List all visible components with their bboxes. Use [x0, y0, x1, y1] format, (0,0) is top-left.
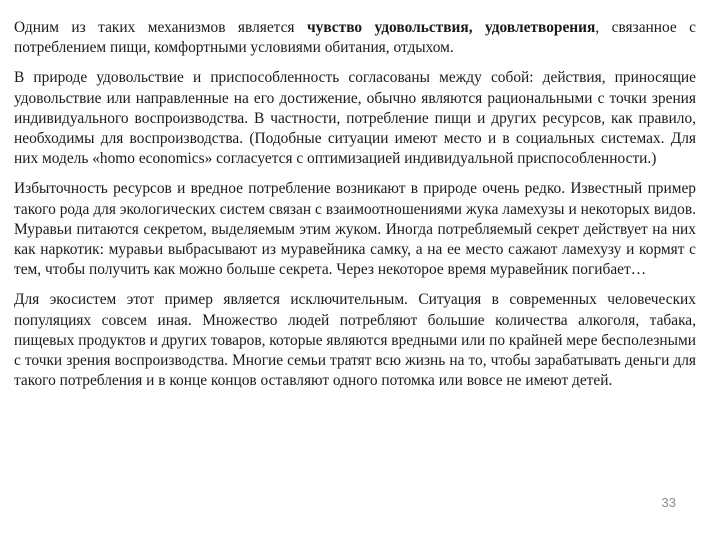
page-number: 33 — [661, 495, 676, 510]
paragraph-4-text: Для экосистем этот пример является исключительным. Ситуация в современных человеческих популяциях совсем иная. Множество людей потребляют большие количества алкоголя, табака, пищевых продуктов и других товаров, которые являются вредными или по крайней мере бесполезными с точки зрения воспроизводства. Многие семьи тратят всю жизнь на то, чтобы зарабатывать деньги для такого потребления и в конце концов оставляют одного потомка или вовсе не имеют детей. — [14, 291, 696, 390]
paragraph-2 — [14, 68, 696, 169]
paragraph-1-bold-term: чувство удовольствия, удовлетворения — [306, 19, 596, 36]
paragraph-1-text-a: Одним из таких механизмов является — [14, 19, 307, 36]
paragraph-1-text-b: , связанное с потреблением пищи, комфортными условиями обитания, отдыхом. — [14, 19, 696, 57]
paragraph-4 — [14, 290, 696, 391]
slide-text-body — [14, 18, 696, 401]
paragraph-3-text: Избыточность ресурсов и вредное потребление возникают в природе очень редко. Известный пример такого рода для экологических систем связан с взаимоотношениями жука ламехузы и некоторых видов. Муравьи питаются секретом, выделяемым этим жуком. Иногда потребляемый секрет действует на них как наркотик: муравьи выбрасывают из муравейника самку, а на ее место сажают ламехузу и кормят с тем, чтобы получить как можно больше секрета. Через некоторое время муравейник погибает… — [14, 180, 696, 279]
paragraph-1 — [14, 18, 696, 58]
paragraph-2-text: В природе удовольствие и приспособленность согласованы между собой: действия, приносящие удовольствие или направленные на его достижение, обычно являются рациональными с точки зрения индивидуального воспроизводства. В частности, потребление пищи и других ресурсов, как правило, необходимы для воспроизводства. (Подобные ситуации имеют место и в социальных системах. Для них модель «homo economics» согласуется с оптимизацией индивидуальной приспособленности.) — [14, 69, 696, 168]
paragraph-3 — [14, 179, 696, 280]
